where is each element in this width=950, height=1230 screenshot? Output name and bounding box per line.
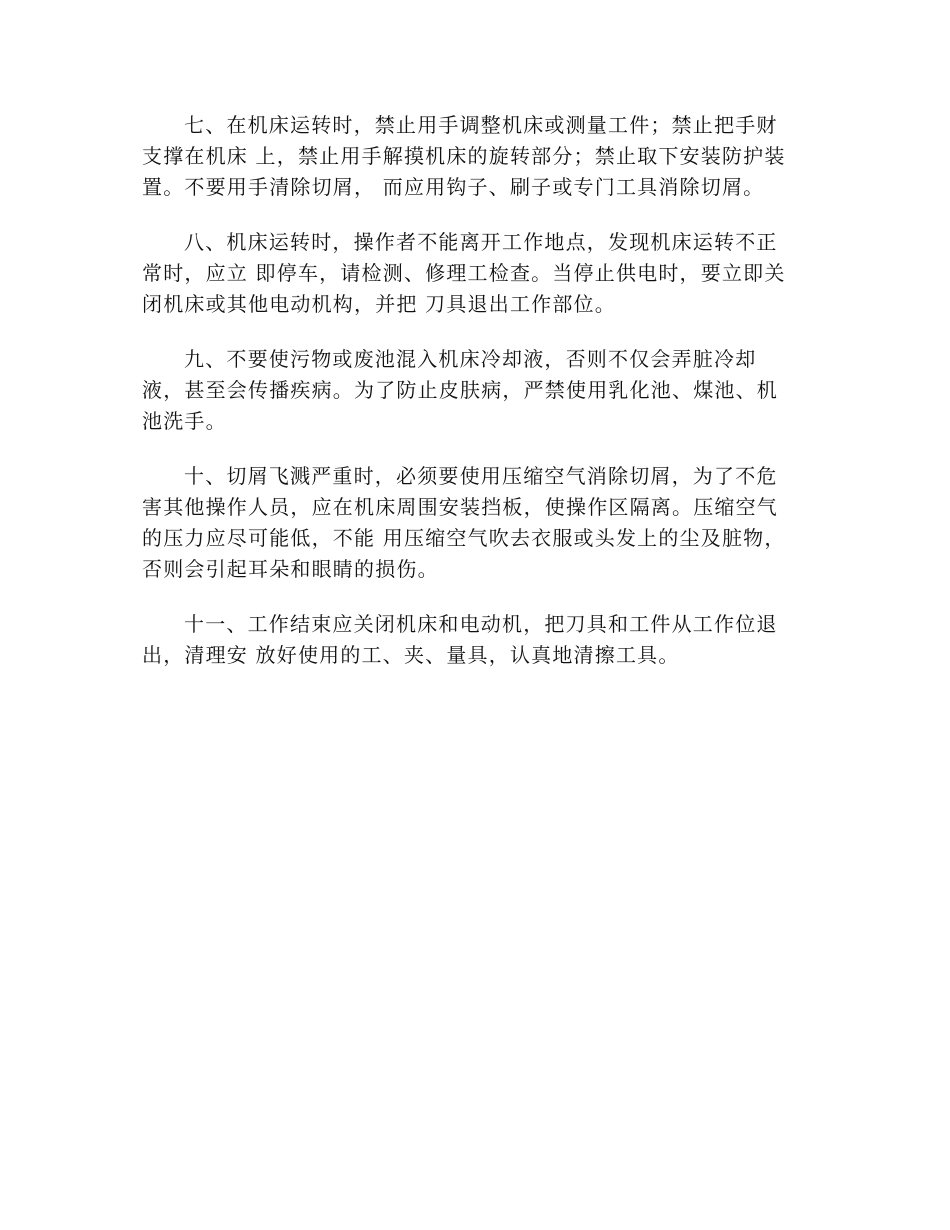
paragraph-line: 七、在机床运转时，禁止用手调整机床或测量工件；禁止把手财 — [184, 113, 778, 137]
paragraph-9 — [142, 344, 808, 437]
paragraph-7 — [142, 110, 808, 203]
paragraph-10 — [142, 461, 808, 585]
paragraph-line: 害其他操作人员，应在机床周围安装挡板，使操作区隔离。压缩空气 — [142, 495, 778, 519]
paragraph-11 — [142, 609, 808, 671]
paragraph-line: 八、机床运转时，操作者不能离开工作地点，发现机床运转不正 — [184, 230, 778, 254]
paragraph-8 — [142, 227, 808, 320]
paragraph-line: 常时，应立 即停车，请检测、修理工检查。当停止供电时，要立即关 — [142, 261, 786, 285]
paragraph-line: 液，甚至会传播疾病。为了防止皮肤病，严禁使用乳化池、煤池、机 — [142, 378, 778, 402]
paragraph-line: 九、不要使污物或废池混入机床冷却液，否则不仅会弄脏冷却 — [184, 347, 757, 371]
document-body — [142, 110, 808, 695]
paragraph-line: 闭机床或其他电动机构，并把 刀具退出工作部位。 — [142, 292, 616, 316]
paragraph-line: 置。不要用手清除切屑， 而应用钩子、刷子或专门工具消除切屑。 — [142, 175, 765, 199]
paragraph-line: 出，清理安 放好使用的工、夹、量具，认真地清擦工具。 — [142, 643, 680, 667]
paragraph-line: 十一、工作结束应关闭机床和电动机，把刀具和工件从工作位退 — [184, 612, 778, 636]
paragraph-line: 否则会引起耳朵和眼睛的损伤。 — [142, 557, 439, 581]
paragraph-line: 池洗手。 — [142, 409, 227, 433]
paragraph-line: 的压力应尽可能低，不能 用压缩空气吹去衣服或头发上的尘及脏物， — [142, 526, 786, 550]
paragraph-line: 十、切屑飞溅严重时，必须要使用压缩空气消除切屑，为了不危 — [184, 464, 778, 488]
paragraph-line: 支撑在机床 上，禁止用手解摸机床的旋转部分；禁止取下安装防护装 — [142, 144, 786, 168]
